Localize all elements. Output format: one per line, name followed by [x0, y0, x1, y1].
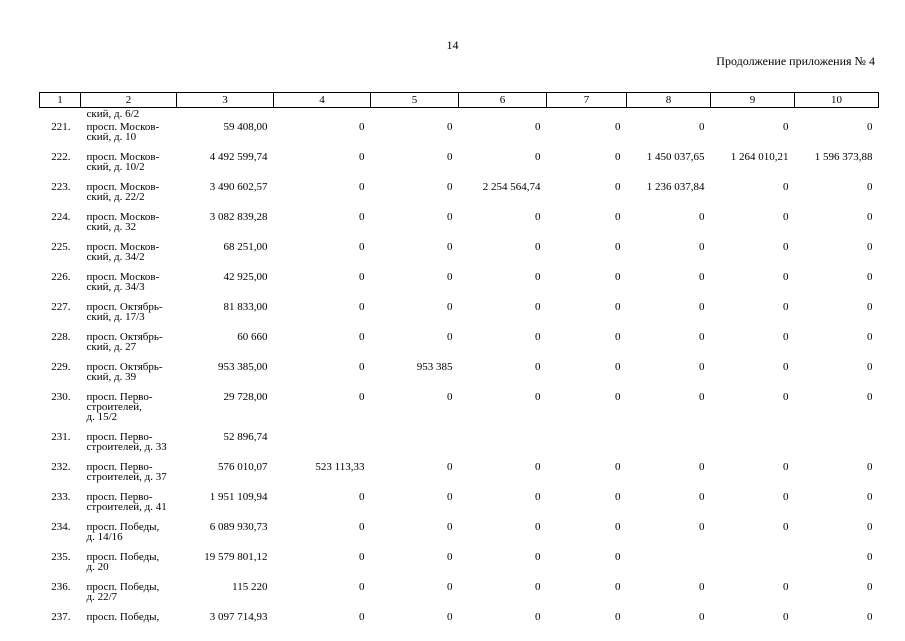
- address-line: д. 14/16: [86, 531, 123, 543]
- value-cell-c3: 3 097 714,93: [209, 611, 268, 623]
- value-cell-c10: 0: [867, 181, 873, 193]
- table-row: [40, 151, 879, 181]
- value-cell-c6: [459, 431, 547, 461]
- value-cell-c4: 523 113,33: [315, 461, 365, 473]
- value-cell-c3: 3 082 839,28: [209, 211, 268, 223]
- address-line: строителей,: [86, 401, 142, 413]
- table-row: [40, 491, 879, 521]
- column-header: 7: [547, 93, 627, 108]
- value-cell-c3: 6 089 930,73: [209, 521, 268, 533]
- value-cell-c7: 0: [615, 331, 621, 343]
- address-cell: [81, 331, 177, 361]
- value-cell-c10: 0: [867, 121, 873, 133]
- value-cell-c7: 0: [615, 521, 621, 533]
- address-line: просп. Перво-: [86, 431, 153, 443]
- value-cell-c4: 0: [359, 151, 365, 163]
- value-cell-c10: 0: [867, 211, 873, 223]
- column-header: 4: [274, 93, 371, 108]
- table-row: [40, 301, 879, 331]
- value-cell-c9: 0: [783, 271, 789, 283]
- value-cell-c10: 0: [867, 521, 873, 533]
- address-line: д. 15/2: [86, 411, 118, 423]
- address-cell: [81, 611, 177, 641]
- row-number: 227.: [51, 301, 71, 313]
- address-line: ский, д. 10/2: [86, 161, 145, 173]
- value-cell-c4: [274, 431, 371, 461]
- value-cell-c8: 0: [699, 611, 705, 623]
- value-cell-c6: 0: [535, 521, 541, 533]
- table-row: [40, 121, 879, 151]
- value-cell-c3: 29 728,00: [223, 391, 268, 403]
- column-header: 5: [371, 93, 459, 108]
- value-cell-c9: [711, 431, 795, 461]
- value-cell-c5: 0: [447, 211, 453, 223]
- value-cell-c3: 576 010,07: [218, 461, 268, 473]
- value-cell-c7: 0: [615, 361, 621, 373]
- value-cell-c9: 0: [783, 611, 789, 623]
- value-cell-c5: [371, 431, 459, 461]
- value-cell-c5: 0: [447, 151, 453, 163]
- column-header: 3: [177, 93, 274, 108]
- address-line: просп. Октябрь-: [86, 301, 163, 313]
- value-cell-c10: 0: [867, 301, 873, 313]
- value-cell-c10: 0: [867, 611, 873, 623]
- address-line: просп. Москов-: [86, 211, 160, 223]
- address-cell: [81, 391, 177, 431]
- value-cell-c3: 1 951 109,94: [209, 491, 268, 503]
- value-cell-c4: 0: [359, 521, 365, 533]
- row-number: 228.: [51, 331, 71, 343]
- value-cell-c10: 0: [867, 581, 873, 593]
- value-cell-c4: 0: [359, 331, 365, 343]
- value-cell-c9: 0: [783, 241, 789, 253]
- value-cell-c5: 953 385: [416, 361, 453, 373]
- value-cell-c7: 0: [615, 551, 621, 563]
- address-cell: [81, 581, 177, 611]
- value-cell-c7: 0: [615, 461, 621, 473]
- value-cell-c7: 0: [615, 211, 621, 223]
- value-cell-c3: 42 925,00: [223, 271, 268, 283]
- value-cell-c4: 0: [359, 491, 365, 503]
- value-cell-c5: 0: [447, 271, 453, 283]
- value-cell-c4: 0: [359, 241, 365, 253]
- continuation-row: [40, 108, 879, 122]
- table-row: [40, 331, 879, 361]
- value-cell-c8: 0: [699, 271, 705, 283]
- table-row: [40, 181, 879, 211]
- address-line: д. 20: [86, 561, 109, 573]
- value-cell-c8: 0: [699, 241, 705, 253]
- value-cell-c9: 0: [783, 521, 789, 533]
- value-cell-c8: 0: [699, 491, 705, 503]
- value-cell-c3: 953 385,00: [218, 361, 268, 373]
- value-cell-c7: 0: [615, 581, 621, 593]
- column-header: 6: [459, 93, 547, 108]
- column-header: 2: [81, 93, 177, 108]
- value-cell-c3: 60 660: [237, 331, 268, 343]
- address-line: просп. Октябрь-: [86, 361, 163, 373]
- address-line: строителей, д. 37: [86, 471, 167, 483]
- row-number: 234.: [51, 521, 71, 533]
- value-cell-c3: 59 408,00: [223, 121, 268, 133]
- value-cell-c3: 115 220: [232, 581, 268, 593]
- value-cell-c4: 0: [359, 301, 365, 313]
- column-header: 1: [40, 93, 81, 108]
- value-cell-c6: 0: [535, 211, 541, 223]
- value-cell-c10: 0: [867, 361, 873, 373]
- value-cell-c9: 0: [783, 181, 789, 193]
- row-number: 232.: [51, 461, 71, 473]
- value-cell-c4: 0: [359, 581, 365, 593]
- value-cell-c6: 0: [535, 491, 541, 503]
- value-cell-c9: 0: [783, 461, 789, 473]
- row-number: 230.: [51, 391, 71, 403]
- row-number: 231.: [51, 431, 71, 443]
- table-row: [40, 461, 879, 491]
- address-line: просп. Октябрь-: [86, 331, 163, 343]
- table-row: [40, 271, 879, 301]
- value-cell-c10: [795, 431, 879, 461]
- value-cell-c5: 0: [447, 491, 453, 503]
- row-number: 229.: [51, 361, 71, 373]
- address-line: ский, д. 22/2: [86, 191, 145, 203]
- address-line: ский, д. 32: [86, 221, 137, 233]
- value-cell-c8: [627, 551, 711, 581]
- value-cell-c6: 0: [535, 551, 541, 563]
- address-cell: [81, 551, 177, 581]
- column-header: 9: [711, 93, 795, 108]
- row-number: 235.: [51, 551, 71, 563]
- address-cell: [81, 271, 177, 301]
- value-cell-c7: 0: [615, 121, 621, 133]
- address-line: строителей, д. 41: [86, 501, 167, 513]
- value-cell-c3: 4 492 599,74: [209, 151, 268, 163]
- row-number: 236.: [51, 581, 71, 593]
- address-cell: [81, 151, 177, 181]
- value-cell-c4: 0: [359, 211, 365, 223]
- address-cell: [81, 521, 177, 551]
- row-number: 224.: [51, 211, 71, 223]
- value-cell-c8: 0: [699, 581, 705, 593]
- value-cell-c8: 0: [699, 361, 705, 373]
- value-cell-c10: 0: [867, 461, 873, 473]
- address-cell: [81, 181, 177, 211]
- value-cell-c10: 1 596 373,88: [814, 151, 873, 163]
- value-cell-c5: 0: [447, 391, 453, 403]
- value-cell-c8: 0: [699, 521, 705, 533]
- row-number: 226.: [51, 271, 71, 283]
- value-cell-c9: 0: [783, 491, 789, 503]
- value-cell-c6: 0: [535, 331, 541, 343]
- row-number: 222.: [51, 151, 71, 163]
- value-cell-c6: 0: [535, 241, 541, 253]
- value-cell-c5: 0: [447, 521, 453, 533]
- value-cell-c4: 0: [359, 551, 365, 563]
- table-row: [40, 391, 879, 431]
- address-line: просп. Москов-: [86, 181, 160, 193]
- value-cell-c8: 0: [699, 461, 705, 473]
- value-cell-c8: 1 236 037,84: [646, 181, 705, 193]
- value-cell-c9: 0: [783, 331, 789, 343]
- value-cell-c9: 0: [783, 301, 789, 313]
- address-line: просп. Перво-: [86, 391, 153, 403]
- value-cell-c7: 0: [615, 391, 621, 403]
- table-row: [40, 521, 879, 551]
- table-row: [40, 361, 879, 391]
- value-cell-c3: 19 579 801,12: [204, 551, 268, 563]
- address-line: строителей, д. 33: [86, 441, 167, 453]
- value-cell-c9: 0: [783, 581, 789, 593]
- address-cell: [81, 491, 177, 521]
- page-number: 14: [446, 38, 459, 52]
- address-line: просп. Перво-: [86, 491, 153, 503]
- value-cell-c5: 0: [447, 581, 453, 593]
- value-cell-c7: 0: [615, 611, 621, 623]
- address-line: просп. Победы,: [86, 581, 160, 593]
- value-cell-c7: 0: [615, 301, 621, 313]
- value-cell-c7: 0: [615, 241, 621, 253]
- row-number: 225.: [51, 241, 71, 253]
- value-cell-c3: 52 896,74: [223, 431, 268, 443]
- value-cell-c3: 81 833,00: [223, 301, 268, 313]
- value-cell-c6: 0: [535, 461, 541, 473]
- value-cell-c8: 0: [699, 331, 705, 343]
- value-cell-c10: 0: [867, 551, 873, 563]
- value-cell-c3: 68 251,00: [223, 241, 268, 253]
- value-cell-c8: 0: [699, 121, 705, 133]
- data-table: [39, 92, 879, 641]
- address-cell: [81, 121, 177, 151]
- value-cell-c9: 0: [783, 121, 789, 133]
- address-cell: [81, 461, 177, 491]
- value-cell-c4: 0: [359, 361, 365, 373]
- continuation-text: ский, д. 6/2: [86, 108, 140, 120]
- address-line: просп. Перво-: [86, 461, 153, 473]
- value-cell-c10: 0: [867, 491, 873, 503]
- value-cell-c5: 0: [447, 121, 453, 133]
- value-cell-c5: 0: [447, 301, 453, 313]
- address-line: просп. Москов-: [86, 241, 160, 253]
- value-cell-c7: [547, 431, 627, 461]
- value-cell-c4: 0: [359, 121, 365, 133]
- address-cell: [81, 431, 177, 461]
- value-cell-c5: 0: [447, 241, 453, 253]
- table-row: [40, 581, 879, 611]
- value-cell-c7: 0: [615, 271, 621, 283]
- value-cell-c9: 0: [783, 361, 789, 373]
- value-cell-c8: 0: [699, 211, 705, 223]
- address-line: ский, д. 10: [86, 131, 137, 143]
- address-cell: [81, 241, 177, 271]
- address-line: д. 22/7: [86, 591, 118, 603]
- value-cell-c5: 0: [447, 331, 453, 343]
- value-cell-c9: 1 264 010,21: [730, 151, 789, 163]
- value-cell-c6: 0: [535, 301, 541, 313]
- value-cell-c5: 0: [447, 461, 453, 473]
- value-cell-c3: 3 490 602,57: [209, 181, 268, 193]
- value-cell-c7: 0: [615, 491, 621, 503]
- value-cell-c6: 0: [535, 151, 541, 163]
- address-line: просп. Москов-: [86, 271, 160, 283]
- address-cell: [81, 361, 177, 391]
- column-header: 8: [627, 93, 711, 108]
- value-cell-c10: 0: [867, 241, 873, 253]
- value-cell-c6: 0: [535, 611, 541, 623]
- address-line: просп. Победы,: [86, 551, 160, 563]
- appendix-note: Продолжение приложения № 4: [716, 54, 875, 68]
- value-cell-c8: 0: [699, 301, 705, 313]
- value-cell-c10: 0: [867, 391, 873, 403]
- value-cell-c7: 0: [615, 181, 621, 193]
- table-row: [40, 551, 879, 581]
- row-number: 223.: [51, 181, 71, 193]
- header-row: [40, 93, 879, 108]
- value-cell-c6: 0: [535, 121, 541, 133]
- value-cell-c10: 0: [867, 331, 873, 343]
- value-cell-c9: 0: [783, 391, 789, 403]
- address-line: ский, д. 17/3: [86, 311, 145, 323]
- value-cell-c5: 0: [447, 551, 453, 563]
- value-cell-c5: 0: [447, 181, 453, 193]
- column-header: 10: [795, 93, 879, 108]
- table-row: [40, 211, 879, 241]
- row-number: 237.: [51, 611, 71, 623]
- value-cell-c6: 0: [535, 391, 541, 403]
- address-cell: [81, 211, 177, 241]
- value-cell-c4: 0: [359, 271, 365, 283]
- table-row: [40, 431, 879, 461]
- value-cell-c9: [711, 551, 795, 581]
- value-cell-c9: 0: [783, 211, 789, 223]
- value-cell-c6: 2 254 564,74: [482, 181, 541, 193]
- value-cell-c4: 0: [359, 181, 365, 193]
- address-line: ский, д. 34/2: [86, 251, 145, 263]
- value-cell-c8: 1 450 037,65: [646, 151, 705, 163]
- table-row: [40, 241, 879, 271]
- value-cell-c8: 0: [699, 391, 705, 403]
- value-cell-c7: 0: [615, 151, 621, 163]
- value-cell-c5: 0: [447, 611, 453, 623]
- value-cell-c8: [627, 431, 711, 461]
- address-line: ский, д. 39: [86, 371, 137, 383]
- table-row: [40, 611, 879, 641]
- value-cell-c4: 0: [359, 391, 365, 403]
- address-line: просп. Победы,: [86, 521, 160, 533]
- row-number: 221.: [51, 121, 71, 133]
- address-cell: [81, 301, 177, 331]
- value-cell-c10: 0: [867, 271, 873, 283]
- address-line: просп. Москов-: [86, 151, 160, 163]
- row-number: 233.: [51, 491, 71, 503]
- value-cell-c6: 0: [535, 581, 541, 593]
- address-line: просп. Победы,: [86, 611, 160, 623]
- value-cell-c6: 0: [535, 271, 541, 283]
- address-line: ский, д. 34/3: [86, 281, 145, 293]
- address-line: ский, д. 27: [86, 341, 137, 353]
- address-line: просп. Москов-: [86, 121, 160, 133]
- value-cell-c6: 0: [535, 361, 541, 373]
- value-cell-c4: 0: [359, 611, 365, 623]
